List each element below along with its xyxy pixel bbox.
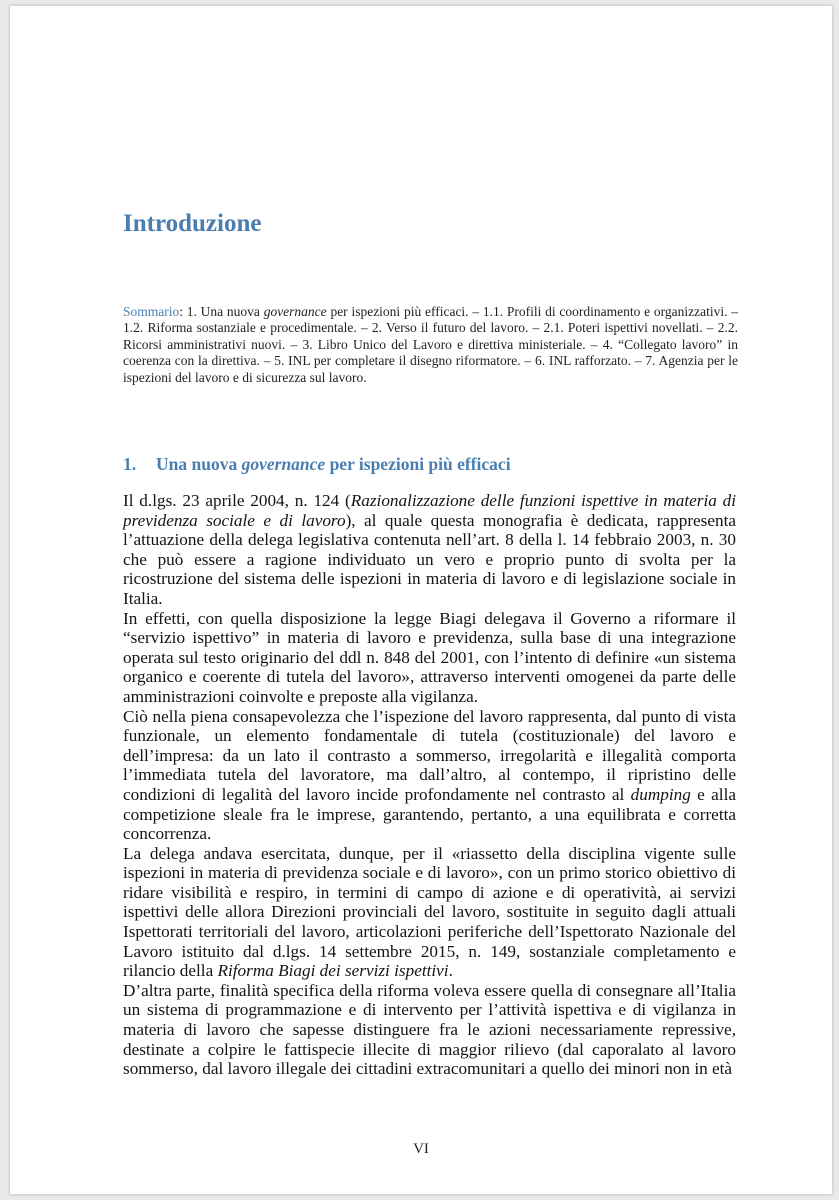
summary-text-part: per ispezioni più efficaci. – 1.1. Profili di coordinamento e organizzativi. – 1.2. Riforma sostanziale e procedimentale. – 2. Verso il futuro del lavoro. – 2.1. Poteri ispettivi novellati. – 2.2. Ricorsi amministrativi nuovi. – 3. Libro Unico del Lavoro e direttiva ministeriale. – 4. “Collegato lavoro” in coerenza con la direttiva. – 5. INL per completare il disegno riformatore. – 6. INL rafforzato. – 7. Agenzia per le ispezioni del lavoro e di sicurezza sul lavoro. <box>123 304 739 385</box>
text-run: La delega andava esercitata, dunque, per il «riassetto della disciplina vigente sulle ispezioni in materia di previdenza sociale e di lavoro», con un primo storico obiettivo di ridare visibilità e respiro, in termini di campo di azione e di operatività, ai servizi ispettivi delle allora Direzioni provinciali del lavoro, sostituite in seguito dagli attuali Ispettorati territoriali del lavoro, articolazioni periferiche dell’Ispettorato Nazionale del Lavoro istituito dal d.lgs. 14 settembre 2015, n. 149, sostanziale completamento e rilancio della <box>123 843 736 981</box>
italic-term: Riforma Biagi dei servizi ispettivi <box>217 961 449 981</box>
document-page <box>10 6 832 1194</box>
italic-term: dumping <box>630 784 691 804</box>
summary-abstract <box>123 304 738 386</box>
section-title-term: governance <box>241 454 326 474</box>
body-text <box>123 491 736 1079</box>
paragraph: In effetti, con quella disposizione la legge Biagi delegava il Governo a riformare il “servizio ispettivo” in materia di lavoro e previdenza, sulla base di una integrazione operata sul testo originario del ddl n. 848 del 2001, con l’intento di definire «un sistema organico e coerente di tutela del lavoro», attraverso interventi omogenei da parte delle amministrazioni coinvolte e preposte alla vigilanza. <box>123 608 736 706</box>
paragraph <box>123 491 736 609</box>
summary-label: Sommario <box>123 304 180 319</box>
section-title-part: per ispezioni più efficaci <box>325 454 511 474</box>
section-number: 1. <box>123 454 137 474</box>
paragraph <box>123 707 736 844</box>
section-heading <box>123 454 511 475</box>
summary-text-part: : 1. Una nuova <box>179 304 264 319</box>
section-title-part: Una nuova <box>156 454 242 474</box>
paragraph <box>123 844 736 981</box>
text-run: e alla competizione sleale fra le imprese, garantendo, pertanto, a una equilibrata e corretta concorrenza. <box>123 784 736 844</box>
page-title: Introduzione <box>123 210 262 237</box>
text-run: Il d.lgs. 23 aprile 2004, n. 124 ( <box>123 491 351 510</box>
page-number: VI <box>413 1141 429 1157</box>
text-run: . <box>448 961 453 981</box>
text-run: ), al quale questa monografia è dedicata, rappresenta l’attuazione della delega legislativa contenuta nell’art. 8 della l. 14 febbraio 2003, n. 30 che può essere a ragione individuato un vero e proprio punto di svolta per la ricostruzione del sistema delle ispezioni in materia di lavoro e di legislazione sociale in Italia. <box>123 510 736 608</box>
text-run: Ciò nella piena consapevolezza che l’ispezione del lavoro rappresenta, dal punto di vista funzionale, un elemento fondamentale di tutela (costituzionale) del lavoro e dell’impresa: da un lato il contrasto a sommerso, irregolarità e illegalità comporta l’immediata tutela del lavoratore, ma dall’altro, al contempo, il ripristino delle condizioni di legalità del lavoro incide profondamente nel contrasto al <box>123 706 736 804</box>
paragraph: D’altra parte, finalità specifica della riforma voleva essere quella di consegnare all’Italia un sistema di programmazione e di intervento per l’attività ispettiva e di vigilanza in materia di lavoro che sapesse distinguere fra le azioni necessariamente repressive, destinate a colpire le fattispecie illecite di maggior rilievo (dal caporalato al lavoro sommerso, dal lavoro illegale dei cittadini extracomunitari a quello dei minori non in età <box>123 980 736 1079</box>
italic-title: Razionalizzazione delle funzioni ispettive in materia di previdenza sociale e di lavoro <box>123 491 737 530</box>
summary-term: governance <box>263 304 327 319</box>
